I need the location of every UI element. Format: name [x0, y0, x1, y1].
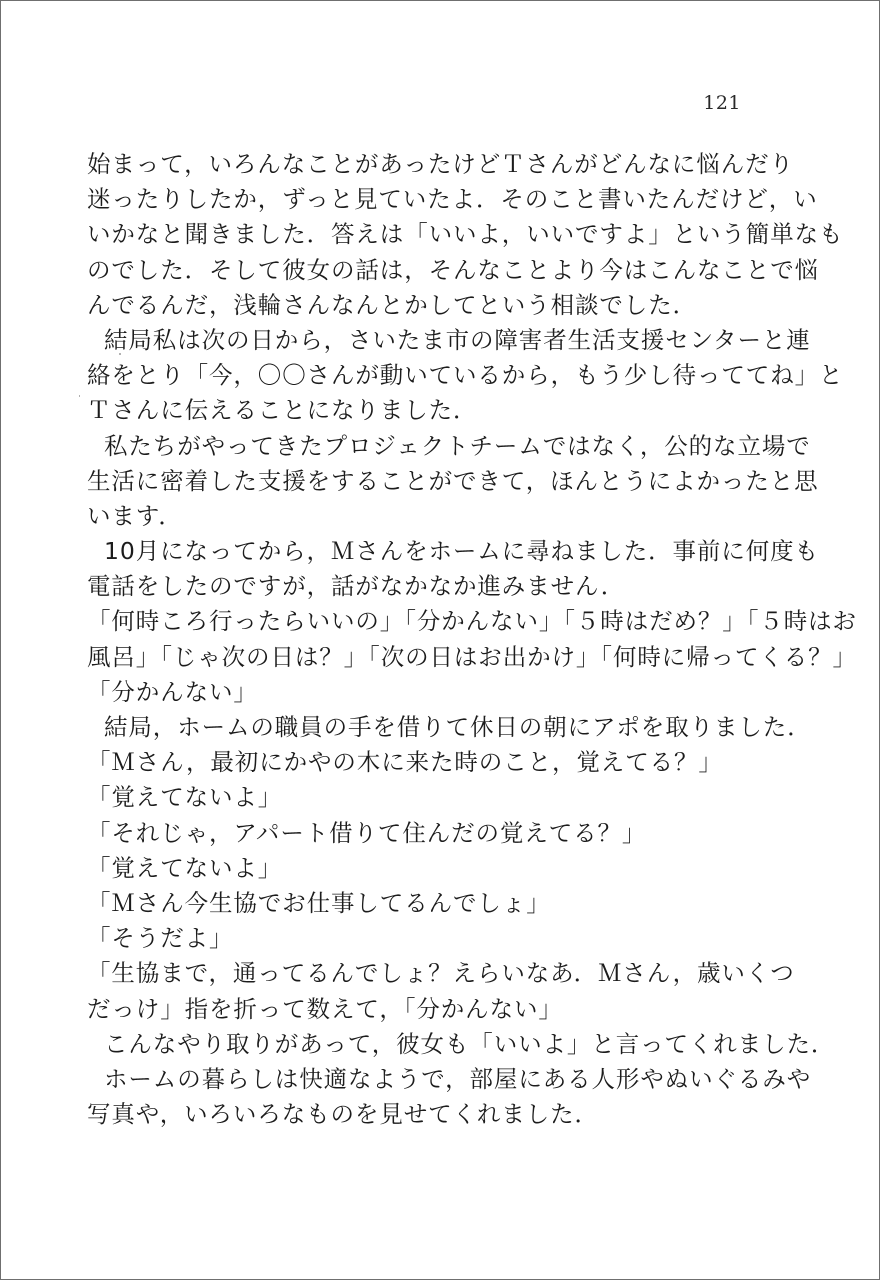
text-line: 「覚えてないよ」: [87, 853, 283, 882]
text-line: 結局私は次の日から，さいたま市の障害者生活支援センターと連: [104, 325, 811, 354]
text-line: 写真や，いろいろなものを見せてくれました．: [87, 1100, 599, 1129]
scan-speck: [79, 395, 80, 397]
text-line: 「何時ころ行ったらいいの」「分かんない」「５時はだめ？」「５時はお: [87, 607, 857, 636]
text-line: 「分かんない」: [87, 677, 258, 706]
text-line: 結局，ホームの職員の手を借りて休日の朝にアポを取りました．: [104, 713, 812, 741]
text-line: 「生協まで，通ってるんでしょ？えらいなあ．Ｍさん，歳いくつ: [87, 959, 795, 988]
text-line: 生活に密着した支援をすることができて，ほんとうによかったと思: [87, 466, 819, 495]
text-line: 10月になってから，Ｍさんをホームに尋ねました．事前に何度も: [104, 537, 819, 566]
text-line: 電話をしたのですが，話がなかなか進みません．: [87, 572, 626, 601]
text-line: のでした．そして彼女の話は，そんなことより今はこんなことで悩: [87, 255, 819, 284]
text-line: 「Ｍさん今生協でお仕事してるんでしょ」: [87, 888, 551, 917]
text-line: 「覚えてないよ」: [87, 783, 283, 812]
text-line: だっけ」指を折って数えて，「分かんない」: [87, 994, 563, 1023]
text-line: こんなやり取りがあって，彼女も「いいよ」と言ってくれました．: [104, 1029, 836, 1058]
text-line: 「そうだよ」: [87, 924, 234, 953]
text-line: 迷ったりしたか，ずっと見ていたよ．そのこと書いたんだけど，い: [87, 185, 818, 214]
text-line: 風呂」「じゃ次の日は？」「次の日はお出かけ」「何時に帰ってくる？」: [87, 642, 857, 671]
page-number: 121: [703, 92, 741, 114]
text-line: 絡をとり「今，〇〇さんが動いているから，もう少し待っててね」と: [87, 361, 844, 390]
text-line: んでるんだ，浅輪さんなんとかしてという相談でした．: [87, 290, 697, 319]
text-line: います．: [87, 501, 183, 530]
text-line: ホームの暮らしは快適なようで，部屋にある人形やぬいぐるみや: [104, 1064, 812, 1093]
text-line: Ｔさんに伝えることになりました．: [87, 396, 478, 425]
text-line: 始まって，いろんなことがあったけどＴさんがどんなに悩んだり: [87, 150, 794, 178]
text-line: いかなと聞きました．答えは「いいよ，いいですよ」という簡単なも: [87, 220, 844, 249]
body-text: [87, 147, 857, 1132]
text-line: 私たちがやってきたプロジェクトチームではなく，公的な立場で: [104, 431, 811, 460]
text-line: 「Ｍさん，最初にかやの木に来た時のこと，覚えてる？」: [87, 748, 723, 777]
text-line: 「それじゃ，アパート借りて住んだの覚えてる？」: [87, 818, 647, 847]
